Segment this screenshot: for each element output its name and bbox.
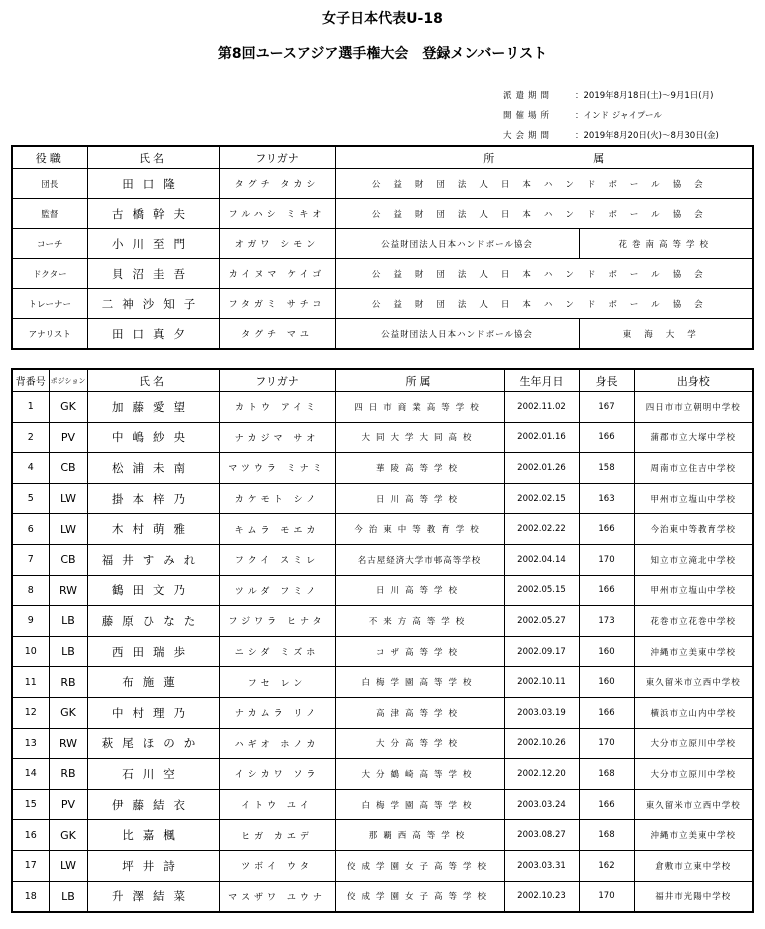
player-height: 160: [579, 667, 634, 698]
player-affiliation: 佼成学園女子高等学校: [335, 881, 504, 912]
player-alma-mater: 福井市光陽中学校: [634, 881, 753, 912]
header-role: 役職: [12, 146, 87, 169]
meta-tournament-period: [503, 129, 719, 141]
player-name: 西田瑞歩: [87, 636, 219, 667]
player-alma-mater: 大分市立原川中学校: [634, 759, 753, 790]
player-affiliation: 今治東中等教育学校: [335, 514, 504, 545]
staff-kana: タグチ マユ: [219, 319, 335, 350]
player-row: [12, 759, 753, 790]
player-alma-mater: 沖縄市立美東中学校: [634, 636, 753, 667]
staff-kana: カイヌマ ケイゴ: [219, 259, 335, 289]
player-position: RW: [49, 575, 87, 606]
player-position: LB: [49, 606, 87, 637]
player-position: GK: [49, 820, 87, 851]
staff-kana: フタガミ サチコ: [219, 289, 335, 319]
meta-label: 派遣期間: [503, 91, 554, 101]
player-affiliation: 佼成学園女子高等学校: [335, 850, 504, 881]
player-name: 石川空: [87, 759, 219, 790]
staff-table: [11, 145, 754, 350]
player-position: LW: [49, 850, 87, 881]
player-number: 5: [12, 483, 49, 514]
player-kana: マツウラ ミナミ: [219, 453, 335, 484]
player-row: [12, 575, 753, 606]
player-number: 7: [12, 544, 49, 575]
player-row: [12, 606, 753, 637]
player-alma-mater: 甲州市立塩山中学校: [634, 575, 753, 606]
meta-value: ：2019年8月20日(火)～8月30日(金): [575, 131, 719, 141]
player-row: [12, 697, 753, 728]
staff-kana: タグチ タカシ: [219, 169, 335, 199]
player-birth-date: 2002.02.22: [504, 514, 579, 545]
player-affiliation: 名古屋経済大学市邨高等学校: [335, 544, 504, 575]
staff-name: 二神沙知子: [87, 289, 219, 319]
player-position: LB: [49, 881, 87, 912]
player-birth-date: 2002.01.26: [504, 453, 579, 484]
player-birth-date: 2002.05.15: [504, 575, 579, 606]
staff-affiliation: 公益財団法人日本ハンドボール協会: [335, 319, 579, 350]
player-birth-date: 2002.02.15: [504, 483, 579, 514]
player-alma-mater: 東久留米市立西中学校: [634, 789, 753, 820]
player-affiliation: コザ高等学校: [335, 636, 504, 667]
player-birth-date: 2002.10.11: [504, 667, 579, 698]
player-name: 松浦未南: [87, 453, 219, 484]
player-name: 布施蓮: [87, 667, 219, 698]
staff-role: ドクター: [12, 259, 87, 289]
player-position: RB: [49, 759, 87, 790]
player-birth-date: 2002.04.14: [504, 544, 579, 575]
player-name: 比嘉楓: [87, 820, 219, 851]
meta-label: 大会期間: [503, 131, 554, 141]
player-name: 伊藤結衣: [87, 789, 219, 820]
player-row: [12, 881, 753, 912]
player-kana: ハギオ ホノカ: [219, 728, 335, 759]
player-number: 12: [12, 697, 49, 728]
player-height: 162: [579, 850, 634, 881]
meta-label: 開催場所: [503, 111, 554, 121]
player-kana: ナカムラ リノ: [219, 697, 335, 728]
player-name: 藤原ひなた: [87, 606, 219, 637]
player-affiliation: 日川高等学校: [335, 483, 504, 514]
staff-name: 古橋幹夫: [87, 199, 219, 229]
player-row: [12, 422, 753, 453]
staff-role: アナリスト: [12, 319, 87, 350]
player-kana: カケモト シノ: [219, 483, 335, 514]
player-birth-date: 2003.03.31: [504, 850, 579, 881]
staff-affiliation-secondary: 花巻南高等学校: [579, 229, 753, 259]
player-row: [12, 820, 753, 851]
meta-dispatch-period: [503, 89, 713, 101]
player-position: GK: [49, 392, 87, 423]
player-kana: フクイ スミレ: [219, 544, 335, 575]
player-alma-mater: 甲州市立塩山中学校: [634, 483, 753, 514]
player-birth-date: 2002.01.16: [504, 422, 579, 453]
player-name: 鶴田文乃: [87, 575, 219, 606]
player-height: 166: [579, 514, 634, 545]
player-position: RB: [49, 667, 87, 698]
staff-header-row: [12, 146, 753, 169]
player-position: GK: [49, 697, 87, 728]
player-number: 4: [12, 453, 49, 484]
player-number: 14: [12, 759, 49, 790]
player-birth-date: 2002.05.27: [504, 606, 579, 637]
header-kana: フリガナ: [219, 369, 335, 392]
meta-value: ：2019年8月18日(土)～9月1日(月): [575, 91, 714, 101]
player-row: [12, 789, 753, 820]
player-position: RW: [49, 728, 87, 759]
player-height: 160: [579, 636, 634, 667]
player-alma-mater: 東久留米市立西中学校: [634, 667, 753, 698]
header-from: 出身校: [634, 369, 753, 392]
player-affiliation: 白梅学園高等学校: [335, 789, 504, 820]
staff-kana: フルハシ ミキオ: [219, 199, 335, 229]
header-affiliation: 所属: [335, 369, 504, 392]
header-name: 氏名: [87, 369, 219, 392]
meta-value: ：インド ジャイプール: [575, 111, 662, 121]
player-name: 福井すみれ: [87, 544, 219, 575]
staff-row: [12, 289, 753, 319]
staff-affiliation-secondary: 東海大学: [579, 319, 753, 350]
player-birth-date: 2002.09.17: [504, 636, 579, 667]
player-kana: ツボイ ウタ: [219, 850, 335, 881]
player-alma-mater: 花巻市立花巻中学校: [634, 606, 753, 637]
staff-name: 小川至門: [87, 229, 219, 259]
player-name: 坪井詩: [87, 850, 219, 881]
staff-role: トレーナー: [12, 289, 87, 319]
player-birth-date: 2002.10.26: [504, 728, 579, 759]
player-height: 166: [579, 422, 634, 453]
player-kana: マスザワ ユウナ: [219, 881, 335, 912]
player-number: 17: [12, 850, 49, 881]
document-subtitle: 第8回ユースアジア選手権大会 登録メンバーリスト: [217, 46, 548, 62]
player-position: LW: [49, 514, 87, 545]
player-affiliation: 高津高等学校: [335, 697, 504, 728]
player-position: CB: [49, 544, 87, 575]
player-height: 163: [579, 483, 634, 514]
player-row: [12, 514, 753, 545]
player-kana: ナカジマ サオ: [219, 422, 335, 453]
player-birth-date: 2002.12.20: [504, 759, 579, 790]
staff-affiliation: 公益財団法人日本ハンドボール協会: [335, 229, 579, 259]
player-name: 中嶋紗央: [87, 422, 219, 453]
player-height: 170: [579, 544, 634, 575]
player-kana: ツルダ フミノ: [219, 575, 335, 606]
player-birth-date: 2002.11.02: [504, 392, 579, 423]
player-position: LW: [49, 483, 87, 514]
staff-row: [12, 259, 753, 289]
player-position: PV: [49, 789, 87, 820]
player-affiliation: 白梅学園高等学校: [335, 667, 504, 698]
player-affiliation: 日川高等学校: [335, 575, 504, 606]
player-affiliation: 大同大学大同高校: [335, 422, 504, 453]
player-position: CB: [49, 453, 87, 484]
player-alma-mater: 今治東中等教育学校: [634, 514, 753, 545]
staff-row: [12, 319, 753, 350]
player-height: 158: [579, 453, 634, 484]
player-kana: フジワラ ヒナタ: [219, 606, 335, 637]
staff-affiliation: 公益財団法人日本ハンドボール協会: [335, 259, 753, 289]
staff-affiliation: 公益財団法人日本ハンドボール協会: [335, 169, 753, 199]
player-number: 16: [12, 820, 49, 851]
staff-row: [12, 229, 753, 259]
header-number: 背番号: [12, 369, 49, 392]
player-birth-date: 2002.10.23: [504, 881, 579, 912]
staff-role: 監督: [12, 199, 87, 229]
player-number: 8: [12, 575, 49, 606]
player-alma-mater: 大分市立原川中学校: [634, 728, 753, 759]
player-number: 10: [12, 636, 49, 667]
player-height: 166: [579, 697, 634, 728]
player-kana: ニシダ ミズホ: [219, 636, 335, 667]
header-name: 氏名: [87, 146, 219, 169]
player-height: 170: [579, 728, 634, 759]
staff-affiliation: 公益財団法人日本ハンドボール協会: [335, 289, 753, 319]
staff-role: コーチ: [12, 229, 87, 259]
player-row: [12, 667, 753, 698]
staff-row: [12, 199, 753, 229]
player-birth-date: 2003.03.19: [504, 697, 579, 728]
player-height: 166: [579, 789, 634, 820]
player-height: 173: [579, 606, 634, 637]
player-height: 170: [579, 881, 634, 912]
player-table: [11, 368, 754, 913]
staff-name: 田口隆: [87, 169, 219, 199]
player-row: [12, 392, 753, 423]
player-kana: カトウ アイミ: [219, 392, 335, 423]
player-row: [12, 544, 753, 575]
meta-venue: [503, 109, 662, 121]
player-name: 掛本梓乃: [87, 483, 219, 514]
player-number: 2: [12, 422, 49, 453]
player-alma-mater: 沖縄市立美東中学校: [634, 820, 753, 851]
player-height: 168: [579, 759, 634, 790]
staff-kana: オガワ シモン: [219, 229, 335, 259]
staff-role: 団長: [12, 169, 87, 199]
player-kana: イトウ ユイ: [219, 789, 335, 820]
player-height: 166: [579, 575, 634, 606]
player-name: 加藤愛望: [87, 392, 219, 423]
header-affiliation: 所 属: [335, 146, 753, 169]
header-birth: 生年月日: [504, 369, 579, 392]
header-kana: フリガナ: [219, 146, 335, 169]
player-alma-mater: 倉敷市立東中学校: [634, 850, 753, 881]
player-header-row: [12, 369, 753, 392]
document-title: 女子日本代表U-18: [322, 11, 443, 27]
staff-affiliation: 公益財団法人日本ハンドボール協会: [335, 199, 753, 229]
player-affiliation: 不来方高等学校: [335, 606, 504, 637]
player-row: [12, 728, 753, 759]
player-affiliation: 四日市商業高等学校: [335, 392, 504, 423]
player-row: [12, 483, 753, 514]
player-number: 6: [12, 514, 49, 545]
player-kana: キムラ モエカ: [219, 514, 335, 545]
player-alma-mater: 周南市立住吉中学校: [634, 453, 753, 484]
player-row: [12, 850, 753, 881]
player-number: 13: [12, 728, 49, 759]
player-position: PV: [49, 422, 87, 453]
player-kana: イシカワ ソラ: [219, 759, 335, 790]
player-kana: フセ レン: [219, 667, 335, 698]
player-name: 升澤結菜: [87, 881, 219, 912]
player-row: [12, 636, 753, 667]
player-affiliation: 大分鶴崎高等学校: [335, 759, 504, 790]
player-number: 1: [12, 392, 49, 423]
header-position: ポジション: [49, 369, 87, 392]
player-name: 木村萌雅: [87, 514, 219, 545]
player-name: 中村理乃: [87, 697, 219, 728]
player-alma-mater: 四日市市立朝明中学校: [634, 392, 753, 423]
player-birth-date: 2003.03.24: [504, 789, 579, 820]
player-height: 167: [579, 392, 634, 423]
player-number: 11: [12, 667, 49, 698]
player-affiliation: 華陵高等学校: [335, 453, 504, 484]
player-birth-date: 2003.08.27: [504, 820, 579, 851]
header-height: 身長: [579, 369, 634, 392]
staff-name: 貝沼圭吾: [87, 259, 219, 289]
player-position: LB: [49, 636, 87, 667]
staff-row: [12, 169, 753, 199]
player-number: 18: [12, 881, 49, 912]
player-alma-mater: 蒲郡市立大塚中学校: [634, 422, 753, 453]
player-alma-mater: 横浜市立山内中学校: [634, 697, 753, 728]
player-kana: ヒガ カエデ: [219, 820, 335, 851]
player-number: 9: [12, 606, 49, 637]
player-alma-mater: 知立市立滝北中学校: [634, 544, 753, 575]
player-height: 168: [579, 820, 634, 851]
player-affiliation: 那覇西高等学校: [335, 820, 504, 851]
player-affiliation: 大分高等学校: [335, 728, 504, 759]
staff-name: 田口真夕: [87, 319, 219, 350]
player-name: 萩尾ほのか: [87, 728, 219, 759]
player-number: 15: [12, 789, 49, 820]
player-row: [12, 453, 753, 484]
